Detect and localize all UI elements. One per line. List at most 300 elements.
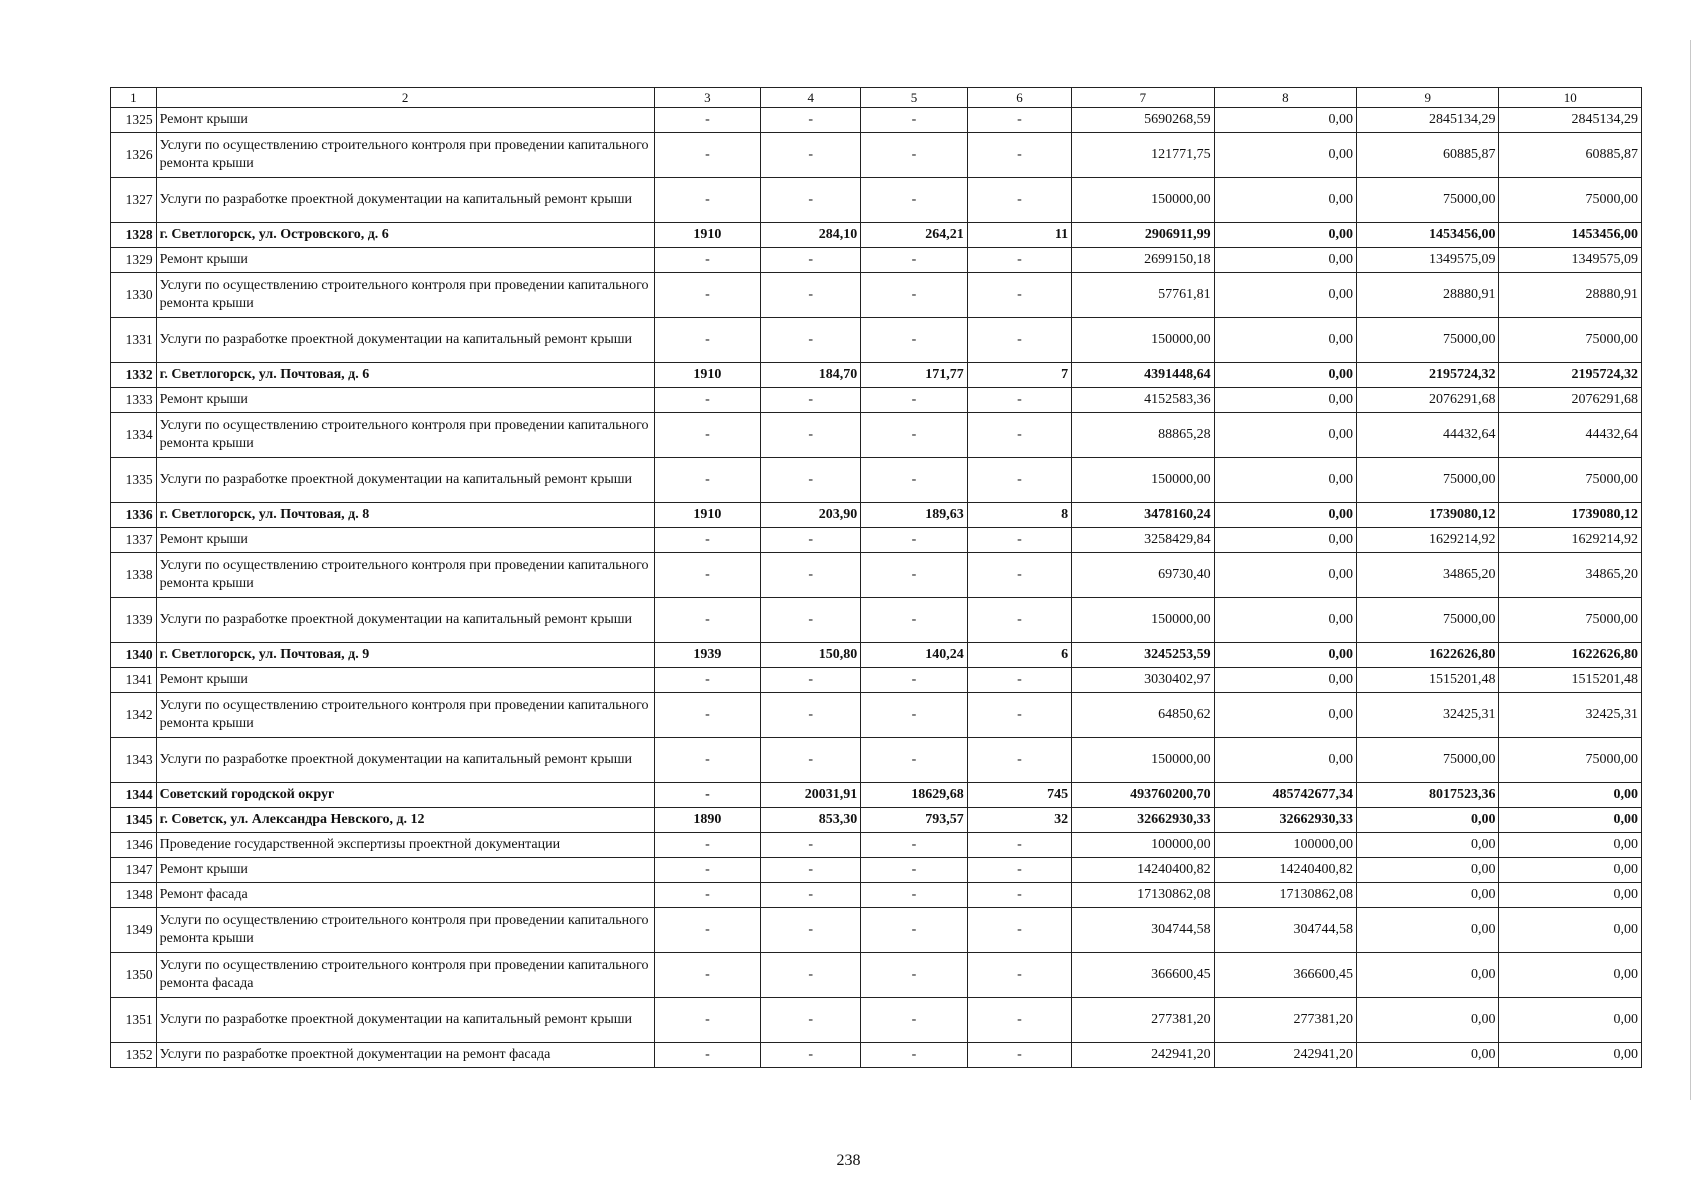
row-index-cell: 1334 <box>111 413 157 458</box>
item-name-cell: Услуги по разработке проектной документации на капитальный ремонт крыши <box>156 318 654 363</box>
year-cell: - <box>654 553 761 598</box>
fund-cost-cell: 32662930,33 <box>1214 808 1356 833</box>
fund-cost-cell: 242941,20 <box>1214 1043 1356 1068</box>
budget-cost-cell: 75000,00 <box>1357 458 1499 503</box>
total-area-cell: - <box>761 553 861 598</box>
total-area-cell: - <box>761 668 861 693</box>
column-number: 4 <box>761 88 861 108</box>
living-area-cell: - <box>861 553 968 598</box>
year-cell: 1910 <box>654 223 761 248</box>
total-area-cell: - <box>761 738 861 783</box>
table-row <box>111 668 1642 693</box>
item-name-cell: Ремонт крыши <box>156 388 654 413</box>
residents-cell: 745 <box>967 783 1071 808</box>
year-cell: - <box>654 908 761 953</box>
item-name-cell: Услуги по осуществлению строительного контроля при проведении капитального ремонта крыши <box>156 273 654 318</box>
residents-cell: - <box>967 133 1071 178</box>
table-row <box>111 363 1642 388</box>
owner-cost-cell: 0,00 <box>1499 808 1642 833</box>
total-area-cell: 150,80 <box>761 643 861 668</box>
residents-cell: - <box>967 178 1071 223</box>
year-cell: 1910 <box>654 363 761 388</box>
year-cell: - <box>654 388 761 413</box>
total-area-cell: 853,30 <box>761 808 861 833</box>
living-area-cell: - <box>861 273 968 318</box>
table-row <box>111 643 1642 668</box>
item-name-cell: Услуги по разработке проектной документации на капитальный ремонт крыши <box>156 998 654 1043</box>
total-area-cell: 284,10 <box>761 223 861 248</box>
row-index-cell: 1342 <box>111 693 157 738</box>
fund-cost-cell: 0,00 <box>1214 133 1356 178</box>
owner-cost-cell: 1629214,92 <box>1499 528 1642 553</box>
row-index-cell: 1351 <box>111 998 157 1043</box>
total-area-cell: - <box>761 693 861 738</box>
owner-cost-cell: 75000,00 <box>1499 318 1642 363</box>
residents-cell: 7 <box>967 363 1071 388</box>
owner-cost-cell: 1453456,00 <box>1499 223 1642 248</box>
table-row <box>111 598 1642 643</box>
owner-cost-cell: 0,00 <box>1499 858 1642 883</box>
year-cell: - <box>654 273 761 318</box>
table-row <box>111 1043 1642 1068</box>
total-cost-cell: 150000,00 <box>1072 178 1214 223</box>
fund-cost-cell: 0,00 <box>1214 223 1356 248</box>
residents-cell: 6 <box>967 643 1071 668</box>
item-name-cell: Ремонт крыши <box>156 858 654 883</box>
total-cost-cell: 17130862,08 <box>1072 883 1214 908</box>
total-cost-cell: 3478160,24 <box>1072 503 1214 528</box>
table-row <box>111 953 1642 998</box>
fund-cost-cell: 0,00 <box>1214 693 1356 738</box>
scan-edge-line <box>1690 40 1691 1100</box>
fund-cost-cell: 0,00 <box>1214 553 1356 598</box>
year-cell: - <box>654 883 761 908</box>
residents-cell: 11 <box>967 223 1071 248</box>
living-area-cell: - <box>861 693 968 738</box>
year-cell: - <box>654 998 761 1043</box>
row-index-cell: 1343 <box>111 738 157 783</box>
fund-cost-cell: 0,00 <box>1214 738 1356 783</box>
total-cost-cell: 88865,28 <box>1072 413 1214 458</box>
fund-cost-cell: 366600,45 <box>1214 953 1356 998</box>
total-area-cell: 20031,91 <box>761 783 861 808</box>
total-cost-cell: 4391448,64 <box>1072 363 1214 388</box>
table-body <box>111 88 1642 1068</box>
living-area-cell: - <box>861 738 968 783</box>
row-index-cell: 1339 <box>111 598 157 643</box>
item-name-cell: Проведение государственной экспертизы проектной документации <box>156 833 654 858</box>
residents-cell: - <box>967 413 1071 458</box>
year-cell: - <box>654 738 761 783</box>
row-index-cell: 1349 <box>111 908 157 953</box>
residents-cell: - <box>967 668 1071 693</box>
item-name-cell: г. Светлогорск, ул. Почтовая, д. 6 <box>156 363 654 388</box>
residents-cell: - <box>967 388 1071 413</box>
living-area-cell: 189,63 <box>861 503 968 528</box>
column-number: 1 <box>111 88 157 108</box>
row-index-cell: 1327 <box>111 178 157 223</box>
residents-cell: - <box>967 248 1071 273</box>
year-cell: - <box>654 833 761 858</box>
living-area-cell: - <box>861 388 968 413</box>
fund-cost-cell: 304744,58 <box>1214 908 1356 953</box>
total-cost-cell: 5690268,59 <box>1072 108 1214 133</box>
total-cost-cell: 64850,62 <box>1072 693 1214 738</box>
column-number: 6 <box>967 88 1071 108</box>
budget-cost-cell: 75000,00 <box>1357 178 1499 223</box>
owner-cost-cell: 0,00 <box>1499 833 1642 858</box>
fund-cost-cell: 0,00 <box>1214 108 1356 133</box>
budget-cost-cell: 75000,00 <box>1357 738 1499 783</box>
residents-cell: 32 <box>967 808 1071 833</box>
total-cost-cell: 150000,00 <box>1072 738 1214 783</box>
owner-cost-cell: 28880,91 <box>1499 273 1642 318</box>
living-area-cell: - <box>861 133 968 178</box>
total-cost-cell: 57761,81 <box>1072 273 1214 318</box>
budget-cost-cell: 0,00 <box>1357 808 1499 833</box>
year-cell: - <box>654 413 761 458</box>
total-cost-cell: 3245253,59 <box>1072 643 1214 668</box>
row-index-cell: 1337 <box>111 528 157 553</box>
item-name-cell: г. Светлогорск, ул. Островского, д. 6 <box>156 223 654 248</box>
column-number-header-row <box>111 88 1642 108</box>
residents-cell: - <box>967 458 1071 503</box>
owner-cost-cell: 0,00 <box>1499 953 1642 998</box>
year-cell: - <box>654 178 761 223</box>
table-row <box>111 133 1642 178</box>
table-row <box>111 783 1642 808</box>
year-cell: - <box>654 318 761 363</box>
living-area-cell: 171,77 <box>861 363 968 388</box>
living-area-cell: 264,21 <box>861 223 968 248</box>
row-index-cell: 1352 <box>111 1043 157 1068</box>
year-cell: - <box>654 108 761 133</box>
table-row <box>111 908 1642 953</box>
owner-cost-cell: 0,00 <box>1499 883 1642 908</box>
budget-cost-cell: 28880,91 <box>1357 273 1499 318</box>
owner-cost-cell: 1349575,09 <box>1499 248 1642 273</box>
residents-cell: - <box>967 883 1071 908</box>
year-cell: - <box>654 953 761 998</box>
total-cost-cell: 32662930,33 <box>1072 808 1214 833</box>
total-cost-cell: 3030402,97 <box>1072 668 1214 693</box>
table-row <box>111 883 1642 908</box>
living-area-cell: - <box>861 318 968 363</box>
row-index-cell: 1325 <box>111 108 157 133</box>
owner-cost-cell: 0,00 <box>1499 998 1642 1043</box>
row-index-cell: 1347 <box>111 858 157 883</box>
living-area-cell: - <box>861 528 968 553</box>
item-name-cell: Услуги по осуществлению строительного контроля при проведении капитального ремонта крыши <box>156 133 654 178</box>
column-number: 3 <box>654 88 761 108</box>
row-index-cell: 1326 <box>111 133 157 178</box>
budget-cost-cell: 34865,20 <box>1357 553 1499 598</box>
budget-cost-cell: 0,00 <box>1357 833 1499 858</box>
item-name-cell: г. Светлогорск, ул. Почтовая, д. 8 <box>156 503 654 528</box>
living-area-cell: - <box>861 833 968 858</box>
living-area-cell: - <box>861 883 968 908</box>
budget-cost-cell: 75000,00 <box>1357 598 1499 643</box>
row-index-cell: 1345 <box>111 808 157 833</box>
residents-cell: - <box>967 738 1071 783</box>
total-area-cell: - <box>761 178 861 223</box>
row-index-cell: 1333 <box>111 388 157 413</box>
owner-cost-cell: 0,00 <box>1499 908 1642 953</box>
residents-cell: - <box>967 273 1071 318</box>
total-area-cell: - <box>761 458 861 503</box>
residents-cell: - <box>967 318 1071 363</box>
owner-cost-cell: 2195724,32 <box>1499 363 1642 388</box>
row-index-cell: 1348 <box>111 883 157 908</box>
budget-cost-cell: 60885,87 <box>1357 133 1499 178</box>
budget-cost-cell: 0,00 <box>1357 998 1499 1043</box>
total-cost-cell: 4152583,36 <box>1072 388 1214 413</box>
residents-cell: - <box>967 833 1071 858</box>
item-name-cell: Ремонт крыши <box>156 108 654 133</box>
owner-cost-cell: 2845134,29 <box>1499 108 1642 133</box>
table-row <box>111 858 1642 883</box>
fund-cost-cell: 0,00 <box>1214 528 1356 553</box>
owner-cost-cell: 32425,31 <box>1499 693 1642 738</box>
total-cost-cell: 150000,00 <box>1072 318 1214 363</box>
residents-cell: - <box>967 108 1071 133</box>
owner-cost-cell: 1739080,12 <box>1499 503 1642 528</box>
row-index-cell: 1336 <box>111 503 157 528</box>
owner-cost-cell: 2076291,68 <box>1499 388 1642 413</box>
year-cell: - <box>654 598 761 643</box>
budget-cost-cell: 2076291,68 <box>1357 388 1499 413</box>
item-name-cell: Услуги по разработке проектной документации на капитальный ремонт крыши <box>156 178 654 223</box>
residents-cell: - <box>967 553 1071 598</box>
living-area-cell: 18629,68 <box>861 783 968 808</box>
row-index-cell: 1350 <box>111 953 157 998</box>
total-area-cell: - <box>761 273 861 318</box>
row-index-cell: 1346 <box>111 833 157 858</box>
budget-cost-cell: 1629214,92 <box>1357 528 1499 553</box>
living-area-cell: - <box>861 953 968 998</box>
item-name-cell: Услуги по разработке проектной документации на ремонт фасада <box>156 1043 654 1068</box>
total-cost-cell: 100000,00 <box>1072 833 1214 858</box>
total-cost-cell: 493760200,70 <box>1072 783 1214 808</box>
fund-cost-cell: 0,00 <box>1214 413 1356 458</box>
fund-cost-cell: 0,00 <box>1214 318 1356 363</box>
table-row <box>111 223 1642 248</box>
year-cell: - <box>654 1043 761 1068</box>
total-area-cell: - <box>761 413 861 458</box>
year-cell: - <box>654 693 761 738</box>
budget-cost-cell: 8017523,36 <box>1357 783 1499 808</box>
residents-cell: - <box>967 598 1071 643</box>
living-area-cell: - <box>861 598 968 643</box>
budget-cost-cell: 1453456,00 <box>1357 223 1499 248</box>
item-name-cell: Услуги по разработке проектной документации на капитальный ремонт крыши <box>156 598 654 643</box>
table-row <box>111 108 1642 133</box>
column-number: 9 <box>1357 88 1499 108</box>
year-cell: - <box>654 668 761 693</box>
fund-cost-cell: 100000,00 <box>1214 833 1356 858</box>
item-name-cell: Ремонт крыши <box>156 668 654 693</box>
fund-cost-cell: 0,00 <box>1214 503 1356 528</box>
table-row <box>111 738 1642 783</box>
total-area-cell: - <box>761 908 861 953</box>
total-area-cell: - <box>761 953 861 998</box>
total-cost-cell: 14240400,82 <box>1072 858 1214 883</box>
total-area-cell: - <box>761 388 861 413</box>
living-area-cell: - <box>861 1043 968 1068</box>
total-area-cell: 203,90 <box>761 503 861 528</box>
fund-cost-cell: 17130862,08 <box>1214 883 1356 908</box>
total-area-cell: - <box>761 858 861 883</box>
budget-cost-cell: 1622626,80 <box>1357 643 1499 668</box>
fund-cost-cell: 485742677,34 <box>1214 783 1356 808</box>
year-cell: 1890 <box>654 808 761 833</box>
total-area-cell: - <box>761 318 861 363</box>
living-area-cell: - <box>861 248 968 273</box>
row-index-cell: 1344 <box>111 783 157 808</box>
column-number: 10 <box>1499 88 1642 108</box>
table-row <box>111 833 1642 858</box>
column-number: 8 <box>1214 88 1356 108</box>
living-area-cell: - <box>861 668 968 693</box>
column-number: 5 <box>861 88 968 108</box>
total-cost-cell: 69730,40 <box>1072 553 1214 598</box>
total-cost-cell: 2906911,99 <box>1072 223 1214 248</box>
row-index-cell: 1341 <box>111 668 157 693</box>
budget-table <box>110 87 1642 1068</box>
fund-cost-cell: 0,00 <box>1214 178 1356 223</box>
total-cost-cell: 2699150,18 <box>1072 248 1214 273</box>
total-area-cell: 184,70 <box>761 363 861 388</box>
table-row <box>111 553 1642 598</box>
item-name-cell: Услуги по осуществлению строительного контроля при проведении капитального ремонта фасада <box>156 953 654 998</box>
residents-cell: - <box>967 528 1071 553</box>
total-area-cell: - <box>761 883 861 908</box>
residents-cell: 8 <box>967 503 1071 528</box>
total-cost-cell: 304744,58 <box>1072 908 1214 953</box>
item-name-cell: Услуги по осуществлению строительного контроля при проведении капитального ремонта крыши <box>156 553 654 598</box>
year-cell: - <box>654 248 761 273</box>
year-cell: - <box>654 528 761 553</box>
item-name-cell: Ремонт фасада <box>156 883 654 908</box>
item-name-cell: Услуги по осуществлению строительного контроля при проведении капитального ремонта крыши <box>156 413 654 458</box>
fund-cost-cell: 0,00 <box>1214 248 1356 273</box>
living-area-cell: - <box>861 108 968 133</box>
item-name-cell: Советский городской округ <box>156 783 654 808</box>
year-cell: 1939 <box>654 643 761 668</box>
row-index-cell: 1328 <box>111 223 157 248</box>
owner-cost-cell: 1622626,80 <box>1499 643 1642 668</box>
living-area-cell: - <box>861 998 968 1043</box>
item-name-cell: г. Советск, ул. Александра Невского, д. 12 <box>156 808 654 833</box>
living-area-cell: - <box>861 178 968 223</box>
fund-cost-cell: 0,00 <box>1214 388 1356 413</box>
item-name-cell: Услуги по разработке проектной документации на капитальный ремонт крыши <box>156 738 654 783</box>
item-name-cell: Ремонт крыши <box>156 248 654 273</box>
owner-cost-cell: 60885,87 <box>1499 133 1642 178</box>
residents-cell: - <box>967 1043 1071 1068</box>
table-row <box>111 388 1642 413</box>
owner-cost-cell: 75000,00 <box>1499 598 1642 643</box>
total-area-cell: - <box>761 833 861 858</box>
total-area-cell: - <box>761 528 861 553</box>
fund-cost-cell: 0,00 <box>1214 643 1356 668</box>
year-cell: - <box>654 783 761 808</box>
item-name-cell: Ремонт крыши <box>156 528 654 553</box>
budget-cost-cell: 0,00 <box>1357 858 1499 883</box>
total-area-cell: - <box>761 1043 861 1068</box>
residents-cell: - <box>967 953 1071 998</box>
table-row <box>111 693 1642 738</box>
budget-cost-cell: 0,00 <box>1357 908 1499 953</box>
year-cell: - <box>654 133 761 178</box>
budget-cost-cell: 44432,64 <box>1357 413 1499 458</box>
residents-cell: - <box>967 908 1071 953</box>
total-area-cell: - <box>761 998 861 1043</box>
table-row <box>111 458 1642 503</box>
budget-cost-cell: 2845134,29 <box>1357 108 1499 133</box>
budget-cost-cell: 1349575,09 <box>1357 248 1499 273</box>
fund-cost-cell: 0,00 <box>1214 458 1356 503</box>
total-cost-cell: 366600,45 <box>1072 953 1214 998</box>
owner-cost-cell: 34865,20 <box>1499 553 1642 598</box>
total-cost-cell: 150000,00 <box>1072 458 1214 503</box>
total-cost-cell: 242941,20 <box>1072 1043 1214 1068</box>
budget-cost-cell: 32425,31 <box>1357 693 1499 738</box>
owner-cost-cell: 75000,00 <box>1499 178 1642 223</box>
total-area-cell: - <box>761 108 861 133</box>
owner-cost-cell: 0,00 <box>1499 1043 1642 1068</box>
budget-cost-cell: 0,00 <box>1357 953 1499 998</box>
table-row <box>111 248 1642 273</box>
year-cell: 1910 <box>654 503 761 528</box>
total-area-cell: - <box>761 248 861 273</box>
owner-cost-cell: 75000,00 <box>1499 738 1642 783</box>
table-row <box>111 413 1642 458</box>
row-index-cell: 1330 <box>111 273 157 318</box>
budget-cost-cell: 2195724,32 <box>1357 363 1499 388</box>
budget-cost-cell: 0,00 <box>1357 883 1499 908</box>
fund-cost-cell: 14240400,82 <box>1214 858 1356 883</box>
owner-cost-cell: 75000,00 <box>1499 458 1642 503</box>
table-row <box>111 528 1642 553</box>
total-cost-cell: 277381,20 <box>1072 998 1214 1043</box>
owner-cost-cell: 44432,64 <box>1499 413 1642 458</box>
budget-cost-cell: 0,00 <box>1357 1043 1499 1068</box>
column-number: 2 <box>156 88 654 108</box>
residents-cell: - <box>967 998 1071 1043</box>
owner-cost-cell: 0,00 <box>1499 783 1642 808</box>
table-row <box>111 318 1642 363</box>
living-area-cell: - <box>861 908 968 953</box>
total-cost-cell: 121771,75 <box>1072 133 1214 178</box>
fund-cost-cell: 0,00 <box>1214 363 1356 388</box>
row-index-cell: 1335 <box>111 458 157 503</box>
living-area-cell: 140,24 <box>861 643 968 668</box>
living-area-cell: 793,57 <box>861 808 968 833</box>
year-cell: - <box>654 458 761 503</box>
fund-cost-cell: 0,00 <box>1214 273 1356 318</box>
year-cell: - <box>654 858 761 883</box>
living-area-cell: - <box>861 458 968 503</box>
fund-cost-cell: 0,00 <box>1214 668 1356 693</box>
living-area-cell: - <box>861 413 968 458</box>
page-number: 238 <box>836 1152 861 1169</box>
item-name-cell: Услуги по осуществлению строительного контроля при проведении капитального ремонта крыши <box>156 693 654 738</box>
total-cost-cell: 150000,00 <box>1072 598 1214 643</box>
item-name-cell: Услуги по разработке проектной документации на капитальный ремонт крыши <box>156 458 654 503</box>
budget-cost-cell: 75000,00 <box>1357 318 1499 363</box>
row-index-cell: 1338 <box>111 553 157 598</box>
